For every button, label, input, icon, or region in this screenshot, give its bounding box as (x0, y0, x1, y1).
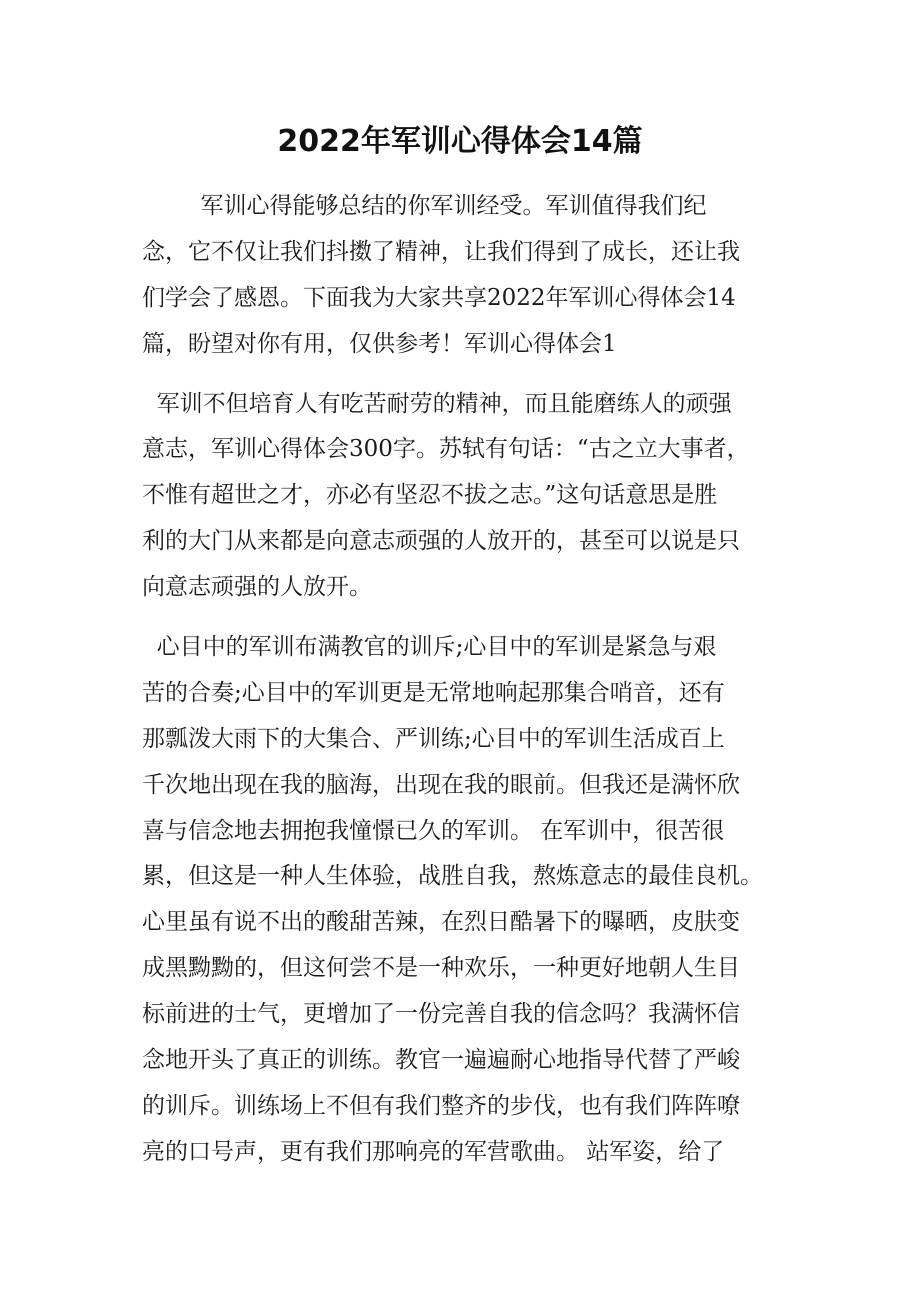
text-line: 心里虽有说不出的酸甜苦辣，在烈日酷暑下的曝晒，皮肤变 (142, 909, 740, 936)
text-line: 们学会了感恩。下面我为大家共享2022年军训心得体会14 (142, 284, 736, 311)
text-line: 累，但这是一种人生体验，战胜自我，熬炼意志的最佳良机。 (142, 863, 763, 890)
document-body (142, 184, 784, 1176)
text-line: 心目中的军训布满教官的训斥;心目中的军训是紧急与艰 (142, 634, 717, 661)
text-line: 成黑黝黝的，但这何尝不是一种欢乐，一种更好地朝人生目 (142, 955, 740, 982)
text-line: 利的大门从来都是向意志顽强的人放开的，甚至可以说是只 (142, 528, 740, 555)
text-line: 军训心得能够总结的你军训经受。军训值得我们纪 (142, 193, 707, 219)
paragraph-spacer (142, 611, 784, 625)
paragraph-spacer (142, 368, 784, 382)
text-line: 标前进的士气，更增加了一份完善自我的信念吗？我满怀信 (142, 1001, 740, 1028)
text-line: 念，它不仅让我们抖擞了精神，让我们得到了成长，还让我 (142, 238, 740, 265)
paragraph-2 (142, 625, 784, 1176)
text-line: 不惟有超世之才，亦必有坚忍不拔之志。”这句话意思是胜 (142, 482, 718, 509)
document-title: 2022年军训心得体会14篇 (277, 124, 643, 159)
paragraph-intro (142, 184, 784, 368)
text-line: 那瓢泼大雨下的大集合、严训练;心目中的军训生活成百上 (142, 725, 725, 752)
text-line: 念地开头了真正的训练。教官一遍遍耐心地指导代替了严峻 (142, 1047, 740, 1074)
text-line: 意志，军训心得体会300字。苏轼有句话：“古之立大事者， (142, 436, 750, 463)
text-line: 军训不但培育人有吃苦耐劳的精神，而且能磨练人的顽强 (142, 390, 732, 417)
text-line: 亮的口号声，更有我们那响亮的军营歌曲。 站军姿，给了 (142, 1138, 725, 1165)
text-line: 喜与信念地去拥抱我憧憬已久的军训。 在军训中，很苦很 (142, 817, 725, 844)
text-line: 千次地出现在我的脑海，出现在我的眼前。但我还是满怀欣 (142, 771, 740, 798)
text-line: 的训斥。训练场上不但有我们整齐的步伐，也有我们阵阵嘹 (142, 1092, 740, 1119)
paragraph-1 (142, 382, 784, 611)
text-line: 苦的合奏;心目中的军训更是无常地响起那集合哨音，还有 (142, 679, 725, 706)
text-line: 篇，盼望对你有用，仅供参考！军训心得体会1 (142, 330, 617, 357)
text-line: 向意志顽强的人放开。 (142, 574, 372, 601)
